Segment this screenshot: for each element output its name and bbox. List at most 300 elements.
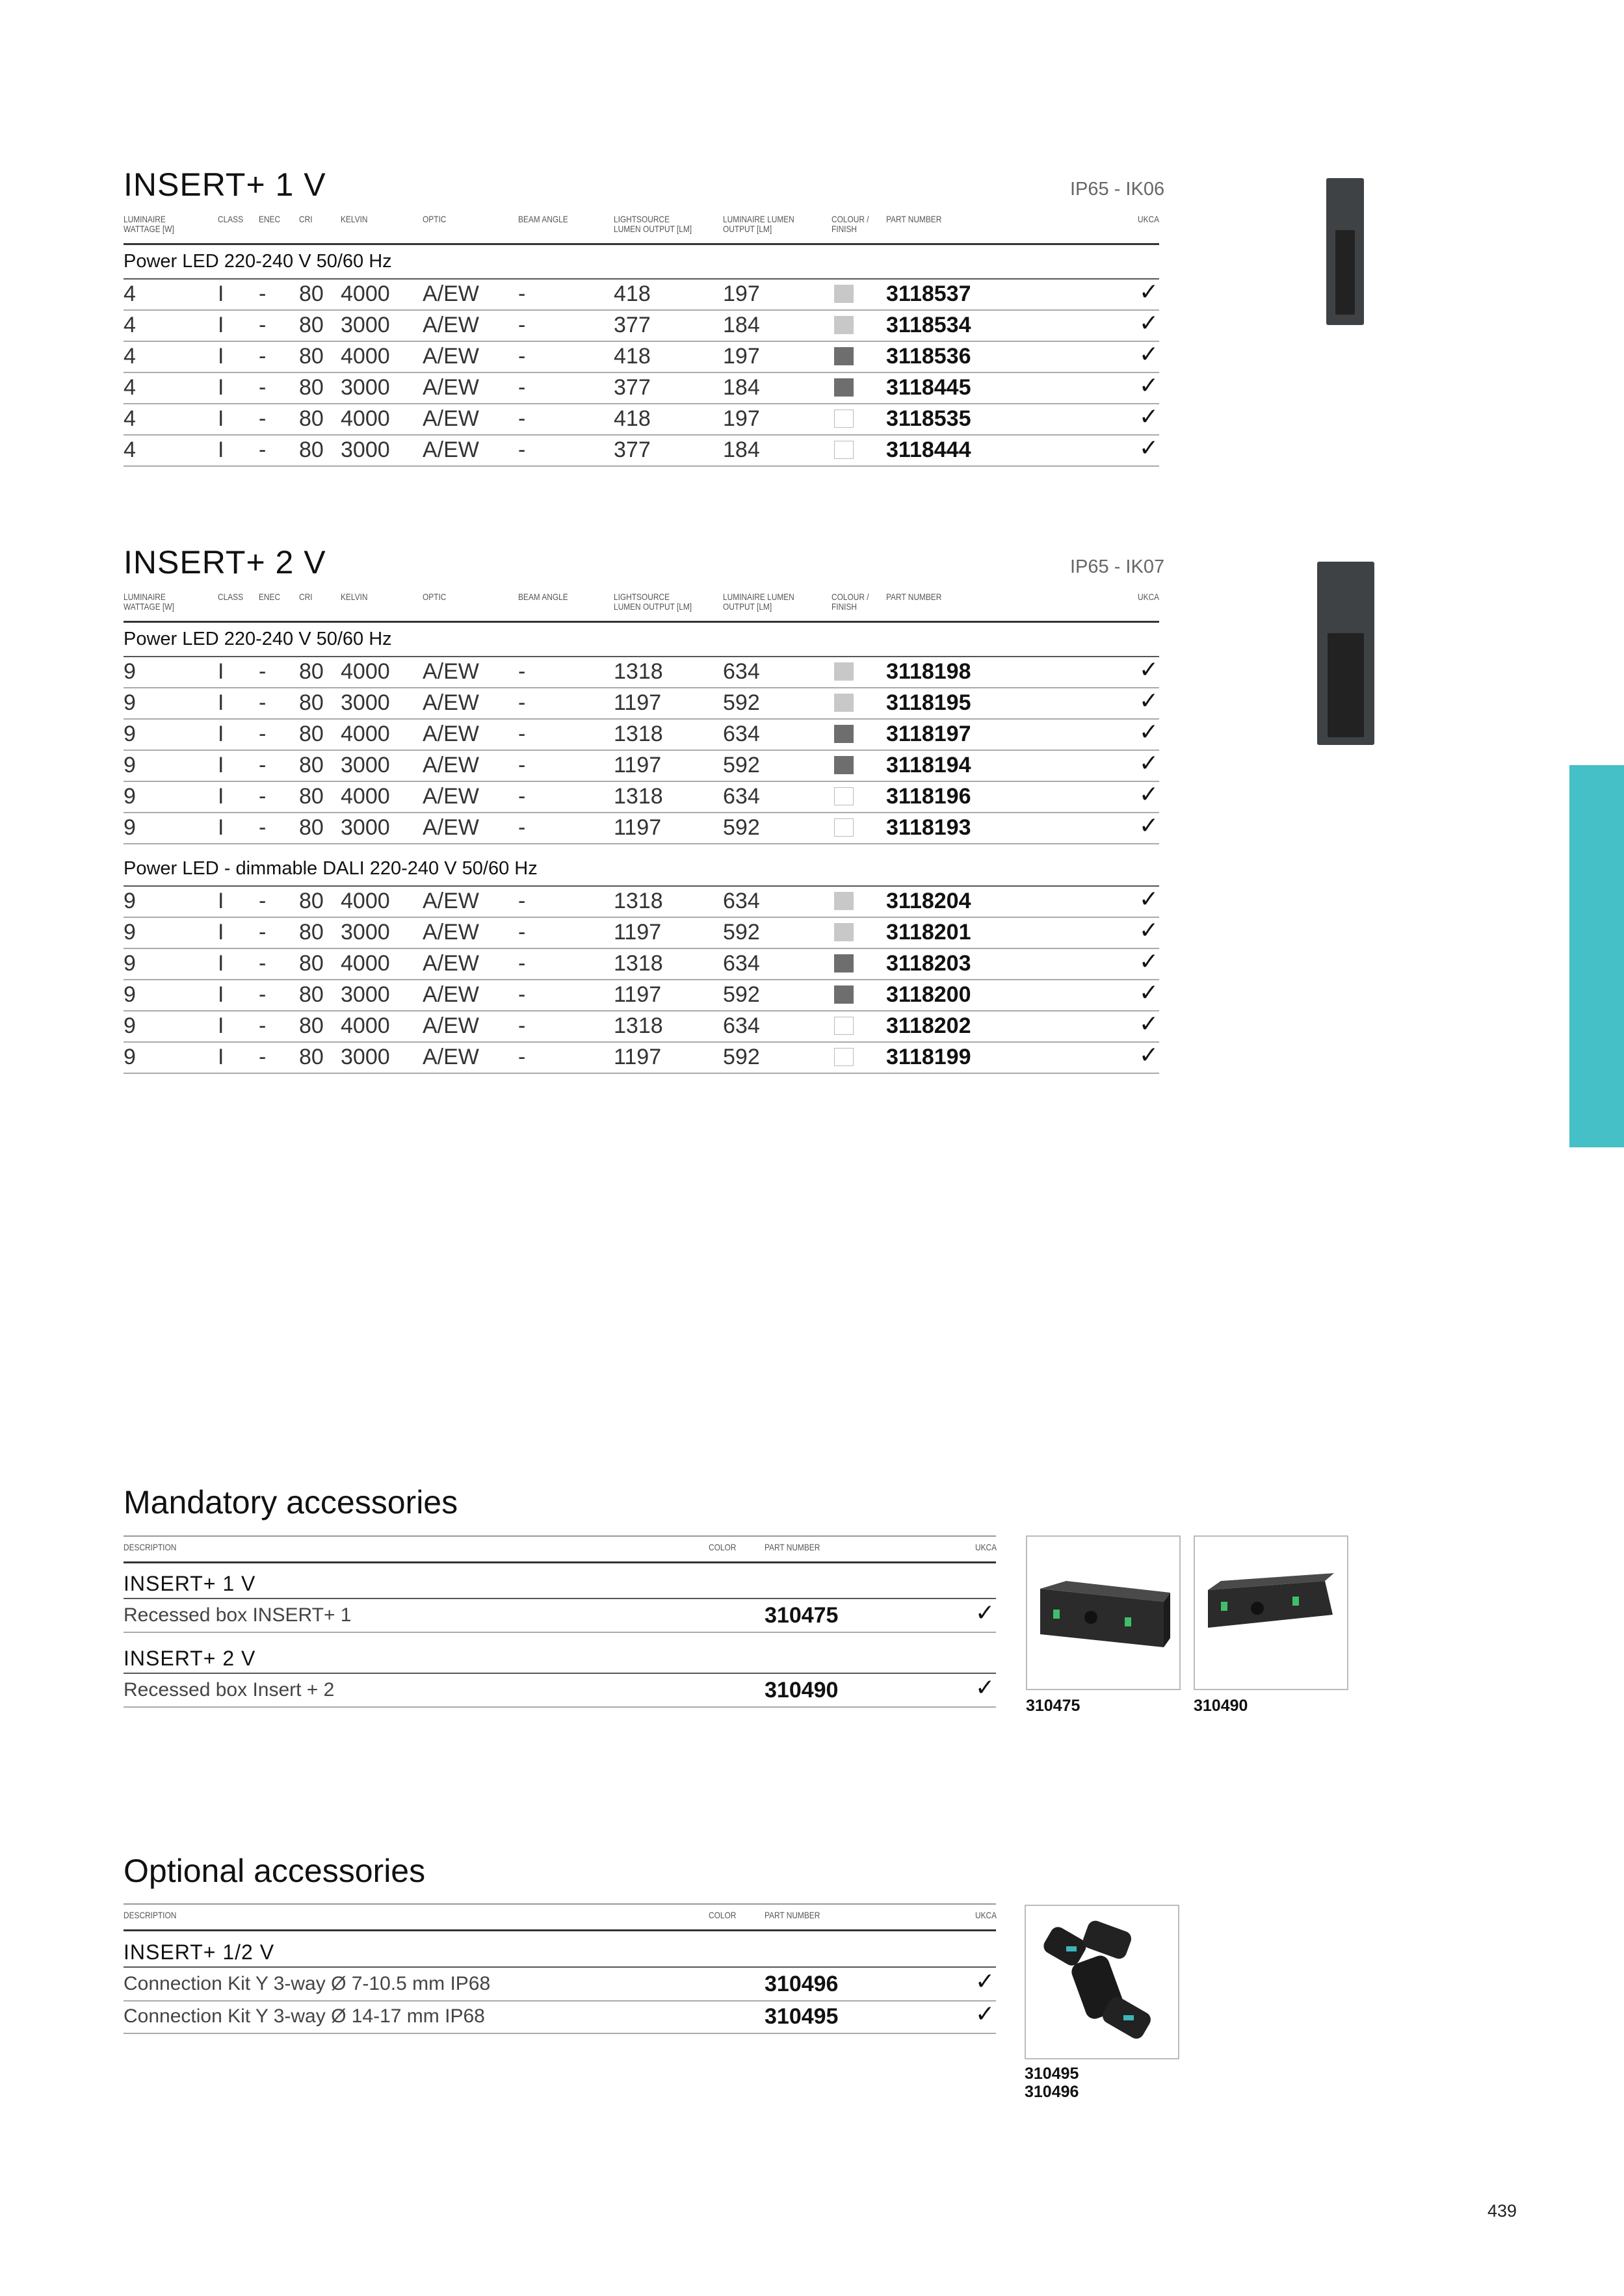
accessory-description: Connection Kit Y 3-way Ø 14-17 mm IP68 [124,2005,485,2027]
cell-ls: 1197 [614,982,662,1007]
colour-swatch [834,316,854,334]
cell-pn: 3118445 [886,375,971,400]
accessory-description: Recessed box Insert + 2 [124,1679,335,1701]
header-optic: OPTIC [423,214,447,224]
colour-swatch [834,892,854,910]
header-description: DESCRIPTION [124,1910,177,1920]
ukca-check-icon: ✓ [975,2000,995,2027]
ukca-check-icon: ✓ [1139,656,1159,683]
header-wattage: LUMINAIRE WATTAGE [W] [124,214,174,234]
cell-k: 4000 [341,281,390,306]
cell-w: 4 [124,344,136,369]
colour-swatch [834,954,854,972]
cell-w: 9 [124,982,136,1007]
header-wattage: LUMINAIRE WATTAGE [W] [124,592,174,612]
cell-k: 4000 [341,784,390,809]
cell-cri: 80 [299,281,324,306]
cell-cri: 80 [299,344,324,369]
cell-ls: 1197 [614,690,662,715]
ukca-check-icon: ✓ [975,1968,995,1994]
cell-optic: A/EW [423,784,479,809]
cell-pn: 3118201 [886,920,971,945]
cell-beam: - [518,437,526,462]
cell-ls: 377 [614,375,651,400]
cell-optic: A/EW [423,1045,479,1069]
cell-pn: 3118534 [886,313,971,337]
cell-enec: - [259,1045,267,1069]
colour-swatch [834,725,854,743]
ukca-check-icon: ✓ [1139,434,1159,461]
header-luminaire-lumen: LUMINAIRE LUMEN OUTPUT [LM] [723,214,794,234]
header-beam-angle: BEAM ANGLE [518,214,568,224]
cell-k: 4000 [341,1013,390,1038]
cell-w: 9 [124,659,136,684]
cell-cls: I [218,437,224,462]
cell-ls: 1318 [614,722,663,746]
cell-cls: I [218,344,224,369]
cell-beam: - [518,406,526,431]
table-row [124,1041,1159,1074]
cell-cri: 80 [299,1045,324,1069]
cell-cri: 80 [299,1013,324,1038]
cell-lum: 634 [723,889,760,913]
table-row [124,687,1159,720]
header-cri: CRI [299,592,313,602]
cell-pn: 3118444 [886,437,971,462]
cell-beam: - [518,753,526,777]
cell-k: 3000 [341,815,390,840]
cell-cls: I [218,889,224,913]
mandatory-table-header [124,1535,996,1563]
cell-w: 9 [124,722,136,746]
cell-pn: 3118536 [886,344,971,369]
cell-optic: A/EW [423,889,479,913]
cell-pn: 3118202 [886,1013,971,1038]
cell-cls: I [218,313,224,337]
accessory-part-number: 310490 [765,1678,839,1702]
cell-k: 4000 [341,951,390,976]
table-header-insert2 [124,587,1159,623]
cell-w: 9 [124,1013,136,1038]
cell-cls: I [218,690,224,715]
header-part-number: PART NUMBER [765,1910,820,1920]
cell-cls: I [218,815,224,840]
cell-optic: A/EW [423,375,479,400]
ukca-check-icon: ✓ [975,1674,995,1701]
accessory-part-number: 310475 [765,1603,839,1628]
cell-cls: I [218,753,224,777]
cell-pn: 3118193 [886,815,971,840]
cell-k: 3000 [341,690,390,715]
table-row [124,718,1159,751]
colour-swatch [834,441,854,459]
cell-cls: I [218,659,224,684]
cell-cls: I [218,951,224,976]
table-row [124,309,1159,342]
cell-ls: 418 [614,344,651,369]
cell-lum: 592 [723,1045,760,1069]
header-class: CLASS [218,214,244,224]
cell-lum: 592 [723,982,760,1007]
cell-pn: 3118196 [886,784,971,809]
cell-optic: A/EW [423,344,479,369]
cell-ls: 1197 [614,815,662,840]
table-header-insert1 [124,209,1159,245]
cell-pn: 3118535 [886,406,971,431]
cell-ls: 1197 [614,1045,662,1069]
cell-enec: - [259,281,267,306]
cell-beam: - [518,1013,526,1038]
cell-cri: 80 [299,690,324,715]
accessory-row [124,1598,996,1633]
cell-beam: - [518,375,526,400]
page-number: 439 [1487,2201,1517,2221]
ip-rating-insert2: IP65 - IK07 [1070,556,1165,577]
ukca-check-icon: ✓ [1139,718,1159,745]
header-cri: CRI [299,214,313,224]
cell-enec: - [259,722,267,746]
cell-ls: 418 [614,281,651,306]
ukca-check-icon: ✓ [1139,979,1159,1006]
cell-enec: - [259,815,267,840]
table-row [124,885,1159,918]
accessory-part-number: 310495 [765,2004,839,2029]
cell-optic: A/EW [423,437,479,462]
table-row [124,341,1159,373]
colour-swatch [834,410,854,428]
cell-cri: 80 [299,889,324,913]
cell-k: 3000 [341,313,390,337]
accessory-description: Recessed box INSERT+ 1 [124,1604,352,1626]
cell-cls: I [218,784,224,809]
cell-enec: - [259,1013,267,1038]
cell-cri: 80 [299,313,324,337]
cell-beam: - [518,722,526,746]
cell-enec: - [259,406,267,431]
cell-ls: 1318 [614,951,663,976]
cell-w: 9 [124,815,136,840]
section-title-insert2: INSERT+ 2 V [124,544,326,581]
caption-310496: 310496 [1025,2083,1079,2101]
header-kelvin: KELVIN [341,592,368,602]
header-part-number: PART NUMBER [886,592,942,602]
cell-k: 3000 [341,375,390,400]
colour-swatch [834,662,854,681]
cell-lum: 592 [723,815,760,840]
cell-optic: A/EW [423,722,479,746]
ukca-check-icon: ✓ [1139,781,1159,807]
cell-optic: A/EW [423,753,479,777]
recessed-box-image-310475 [1026,1535,1181,1690]
colour-swatch [834,1048,854,1066]
cell-pn: 3118203 [886,951,971,976]
cell-cri: 80 [299,815,324,840]
cell-enec: - [259,982,267,1007]
ukca-check-icon: ✓ [1139,687,1159,714]
cell-lum: 592 [723,753,760,777]
header-colour-finish: COLOUR / FINISH [832,592,869,612]
ukca-check-icon: ✓ [1139,341,1159,367]
cell-w: 9 [124,951,136,976]
recessed-box-image-310490 [1194,1535,1348,1690]
cell-optic: A/EW [423,313,479,337]
cell-enec: - [259,437,267,462]
ukca-check-icon: ✓ [1139,812,1159,839]
ukca-check-icon: ✓ [1139,1041,1159,1068]
cell-ls: 418 [614,406,651,431]
cell-k: 4000 [341,722,390,746]
optional-accessories-title: Optional accessories [124,1853,426,1889]
cell-beam: - [518,281,526,306]
cell-lum: 634 [723,784,760,809]
cell-lum: 184 [723,437,760,462]
colour-swatch [834,818,854,837]
accessory-row [124,1673,996,1708]
cell-k: 4000 [341,659,390,684]
cell-pn: 3118537 [886,281,971,306]
cell-w: 4 [124,313,136,337]
cell-enec: - [259,889,267,913]
caption-310495: 310495 [1025,2065,1079,2083]
cell-ls: 1197 [614,920,662,945]
cell-optic: A/EW [423,982,479,1007]
cell-ls: 377 [614,313,651,337]
accessory-description: Connection Kit Y 3-way Ø 7-10.5 mm IP68 [124,1973,491,1994]
accessory-group-title: INSERT+ 2 V [124,1647,256,1670]
cell-beam: - [518,889,526,913]
cell-cri: 80 [299,375,324,400]
ukca-check-icon: ✓ [1139,885,1159,912]
cell-pn: 3118204 [886,889,971,913]
cell-enec: - [259,784,267,809]
cell-lum: 197 [723,281,760,306]
cell-w: 9 [124,920,136,945]
header-enec: ENEC [259,592,281,602]
header-ukca: UKCA [975,1910,997,1920]
header-colour-finish: COLOUR / FINISH [832,214,869,234]
cell-pn: 3118198 [886,659,971,684]
cell-w: 9 [124,690,136,715]
cell-w: 4 [124,406,136,431]
cell-ls: 1197 [614,753,662,777]
cell-k: 4000 [341,344,390,369]
cell-optic: A/EW [423,815,479,840]
cell-lum: 634 [723,722,760,746]
cell-k: 3000 [341,753,390,777]
mandatory-accessories-title: Mandatory accessories [124,1484,458,1520]
ukca-check-icon: ✓ [975,1599,995,1626]
section-title-insert1: INSERT+ 1 V [124,166,326,203]
group-title: Power LED 220-240 V 50/60 Hz [124,251,392,272]
header-ukca: UKCA [975,1542,997,1552]
cell-optic: A/EW [423,1013,479,1038]
cell-cri: 80 [299,753,324,777]
header-luminaire-lumen: LUMINAIRE LUMEN OUTPUT [LM] [723,592,794,612]
cell-beam: - [518,1045,526,1069]
cell-w: 4 [124,437,136,462]
cell-pn: 3118199 [886,1045,971,1069]
ukca-check-icon: ✓ [1139,309,1159,336]
table-row [124,979,1159,1011]
accessory-group-title: INSERT+ 1/2 V [124,1940,275,1964]
ip-rating-insert1: IP65 - IK06 [1070,179,1165,200]
optional-table-header [124,1903,996,1931]
ukca-check-icon: ✓ [1139,278,1159,305]
cell-cls: I [218,920,224,945]
header-class: CLASS [218,592,244,602]
cell-optic: A/EW [423,281,479,306]
cell-ls: 1318 [614,659,663,684]
cell-cri: 80 [299,722,324,746]
ukca-check-icon: ✓ [1139,750,1159,776]
cell-ls: 1318 [614,784,663,809]
cell-k: 3000 [341,437,390,462]
table-row [124,948,1159,980]
cell-cri: 80 [299,784,324,809]
cell-cls: I [218,1013,224,1038]
cell-enec: - [259,344,267,369]
connection-kit-image [1025,1905,1179,2059]
cell-optic: A/EW [423,659,479,684]
cell-k: 3000 [341,982,390,1007]
header-kelvin: KELVIN [341,214,368,224]
cell-lum: 197 [723,406,760,431]
cell-lum: 592 [723,920,760,945]
colour-swatch [834,985,854,1004]
cell-beam: - [518,951,526,976]
ukca-check-icon: ✓ [1139,403,1159,430]
cell-ls: 1318 [614,1013,663,1038]
group-title: Power LED 220-240 V 50/60 Hz [124,629,392,649]
table-row [124,781,1159,813]
cell-cls: I [218,406,224,431]
cell-cri: 80 [299,437,324,462]
table-row [124,656,1159,688]
cell-lum: 184 [723,313,760,337]
ukca-check-icon: ✓ [1139,372,1159,398]
cell-lum: 634 [723,951,760,976]
cell-w: 9 [124,784,136,809]
ukca-check-icon: ✓ [1139,1010,1159,1037]
group-title: Power LED - dimmable DALI 220-240 V 50/60 Hz [124,858,538,879]
header-lightsource-lumen: LIGHTSOURCE LUMEN OUTPUT [LM] [614,592,692,612]
cell-cri: 80 [299,951,324,976]
cell-w: 4 [124,375,136,400]
cell-lum: 592 [723,690,760,715]
table-row [124,750,1159,782]
cell-enec: - [259,690,267,715]
cell-w: 4 [124,281,136,306]
header-color: COLOR [709,1542,737,1552]
accessory-row [124,1966,996,2002]
table-row [124,278,1159,311]
cell-optic: A/EW [423,951,479,976]
cell-beam: - [518,659,526,684]
cell-cls: I [218,1045,224,1069]
colour-swatch [834,756,854,774]
cell-pn: 3118195 [886,690,971,715]
cell-k: 3000 [341,1045,390,1069]
cell-w: 9 [124,1045,136,1069]
cell-pn: 3118194 [886,753,971,777]
cell-beam: - [518,344,526,369]
caption-310490: 310490 [1194,1697,1248,1715]
table-row [124,917,1159,949]
header-beam-angle: BEAM ANGLE [518,592,568,602]
colour-swatch [834,378,854,397]
cell-optic: A/EW [423,690,479,715]
accessory-row [124,2000,996,2034]
header-description: DESCRIPTION [124,1542,177,1552]
cell-enec: - [259,659,267,684]
cell-pn: 3118197 [886,722,971,746]
colour-swatch [834,694,854,712]
cell-beam: - [518,920,526,945]
cell-beam: - [518,982,526,1007]
cell-cri: 80 [299,920,324,945]
cell-cls: I [218,722,224,746]
table-row [124,812,1159,844]
header-optic: OPTIC [423,592,447,602]
product-image-insert2 [1317,562,1374,745]
header-ukca: UKCA [1138,214,1160,224]
colour-swatch [834,787,854,805]
header-color: COLOR [709,1910,737,1920]
cell-cls: I [218,281,224,306]
cell-enec: - [259,313,267,337]
accessory-part-number: 310496 [765,1972,839,1996]
product-image-insert1 [1326,178,1364,325]
cell-cls: I [218,982,224,1007]
header-ukca: UKCA [1138,592,1160,602]
chapter-tab [1569,765,1624,1147]
table-row [124,1010,1159,1043]
table-row [124,434,1159,467]
cell-k: 3000 [341,920,390,945]
cell-k: 4000 [341,406,390,431]
colour-swatch [834,285,854,303]
cell-beam: - [518,784,526,809]
cell-enec: - [259,753,267,777]
header-part-number: PART NUMBER [765,1542,820,1552]
colour-swatch [834,1017,854,1035]
cell-w: 9 [124,889,136,913]
cell-k: 4000 [341,889,390,913]
table-row [124,372,1159,404]
cell-enec: - [259,951,267,976]
cell-optic: A/EW [423,406,479,431]
cell-lum: 197 [723,344,760,369]
cell-beam: - [518,313,526,337]
cell-enec: - [259,375,267,400]
header-lightsource-lumen: LIGHTSOURCE LUMEN OUTPUT [LM] [614,214,692,234]
accessory-group-title: INSERT+ 1 V [124,1572,256,1595]
table-row [124,403,1159,436]
cell-cri: 80 [299,982,324,1007]
cell-cri: 80 [299,406,324,431]
ukca-check-icon: ✓ [1139,948,1159,974]
cell-beam: - [518,815,526,840]
caption-310475: 310475 [1026,1697,1080,1715]
cell-cri: 80 [299,659,324,684]
cell-beam: - [518,690,526,715]
header-enec: ENEC [259,214,281,224]
cell-pn: 3118200 [886,982,971,1007]
cell-lum: 184 [723,375,760,400]
cell-enec: - [259,920,267,945]
cell-lum: 634 [723,1013,760,1038]
colour-swatch [834,923,854,941]
